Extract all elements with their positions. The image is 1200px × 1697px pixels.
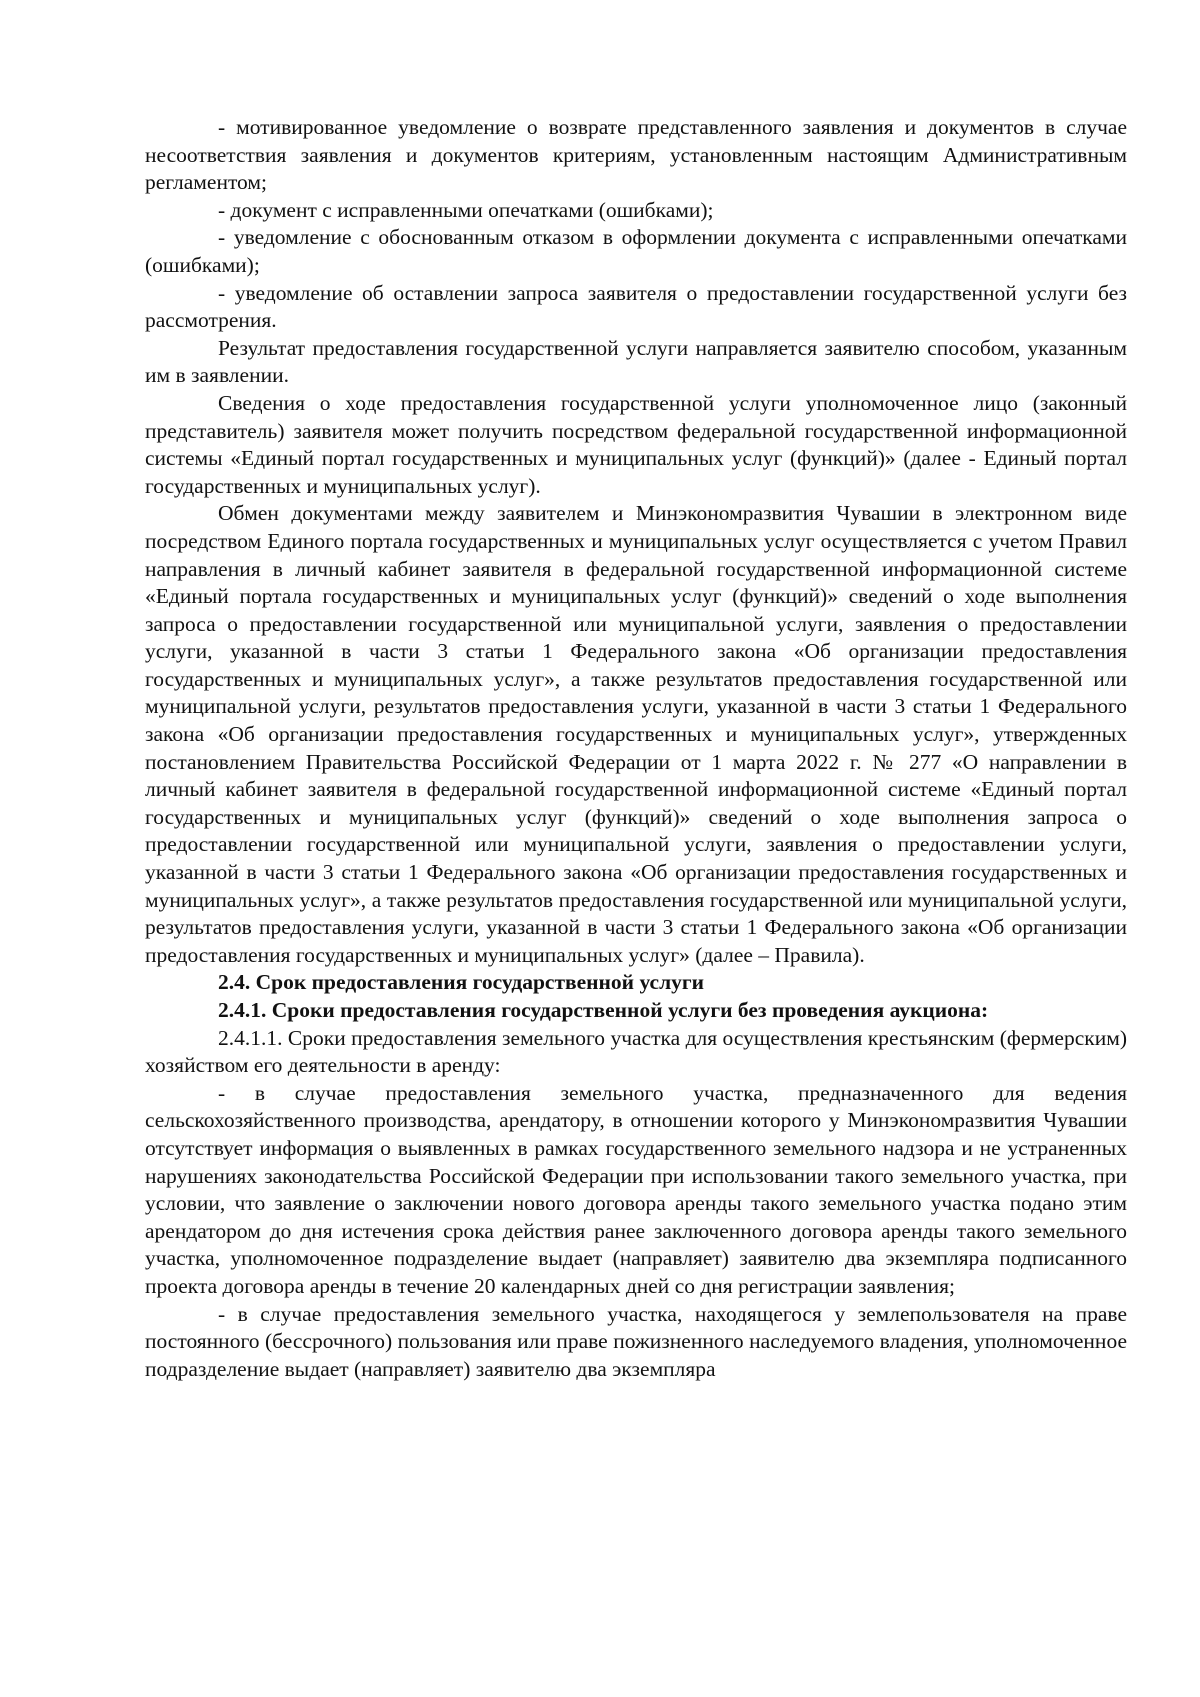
paragraph-result-corrected-document: - документ с исправленными опечатками (ошибками);: [218, 197, 714, 222]
paragraph-result-delivery: Результат предоставления государственной услуги направляется заявителю способом, указанным им в заявлении.: [145, 335, 1127, 388]
paragraph-progress-info: Сведения о ходе предоставления государственной услуги уполномоченное лицо (законный представитель) заявителя может получить посредством федеральной государственной информационной системы «Единый портал государственных и муниципальных услуг (функций)» (далее - Единый портал государственных и муниципальных услуг).: [145, 390, 1127, 498]
paragraph-document-exchange: Обмен документами между заявителем и Минэкономразвития Чувашии в электронном виде посредством Единого портала государственных и муниципальных услуг осуществляется с учетом Правил направления в личный кабинет заявителя в федеральной государственной информационной системе «Единый портала государственных и муниципальных услуг (функций)» сведений о ходе выполнения запроса о предоставлении государственной или муниципальной услуги, заявления о предоставлении услуги, указанной в части 3 статьи 1 Федерального закона «Об организации предоставления государственных и муниципальных услуг», а также результатов предоставления государственной или муниципальной услуги, результатов предоставления услуги, указанной в части 3 статьи 1 Федерального закона «Об организации предоставления государственных и муниципальных услуг», утвержденных постановлением Правительства Российской Федерации от 1 марта 2022 г. № 277 «О направлении в личный кабинет заявителя в федеральной государственной информационной системе «Единый портал государственных и муниципальных услуг (функций)» сведений о ходе выполнения запроса о предоставлении государственной или муниципальной услуги, заявления о предоставлении услуги, указанной в части 3 статьи 1 Федерального закона «Об организации предоставления государственных и муниципальных услуг», а также результатов предоставления государственной или муниципальной услуги, результатов предоставления услуги, указанной в части 3 статьи 1 Федерального закона «Об организации предоставления государственных и муниципальных услуг» (далее – Правила).: [145, 501, 1127, 967]
document-page: [145, 114, 1127, 1383]
paragraph-agricultural-lease: - в случае предоставления земельного участка, предназначенного для ведения сельскохозяйственного производства, арендатору, в отношении которого у Минэкономразвития Чувашии отсутствует информация о выявленных в рамках государственного земельного надзора и не устраненных нарушениях законодательства Российской Федерации при использовании такого земельного участка, при условии, что заявление о заключении нового договора аренды такого земельного участка подано этим арендатором до дня истечения срока действия ранее заключенного договора аренды такого земельного участка, уполномоченное подразделение выдает (направляет) заявителю два экземпляра подписанного проекта договора аренды в течение 20 календарных дней со дня регистрации заявления;: [145, 1080, 1127, 1298]
paragraph-result-no-consideration: - уведомление об оставлении запроса заявителя о предоставлении государственной услуги без рассмотрения.: [145, 280, 1127, 333]
paragraph-result-refusal-notice: - уведомление с обоснованным отказом в оформлении документа с исправленными опечатками (ошибками);: [145, 225, 1127, 277]
section-heading-2-4: 2.4. Срок предоставления государственной услуги: [218, 970, 705, 995]
paragraph-permanent-use: - в случае предоставления земельного участка, находящегося у землепользователя на праве постоянного (бессрочного) пользования или праве пожизненного наследуемого владения, уполномоченное подразделение выдает (направляет) заявителю два экземпляра: [145, 1301, 1127, 1381]
paragraph-result-notice-return: - мотивированное уведомление о возврате представленного заявления и документов в случае несоответствия заявления и документов критериям, установленным настоящим Административным регламентом;: [145, 115, 1127, 195]
paragraph-2-4-1-1: 2.4.1.1. Сроки предоставления земельного участка для осуществления крестьянским (фермерским) хозяйством его деятельности в аренду:: [145, 1025, 1127, 1078]
section-heading-2-4-1: 2.4.1. Сроки предоставления государственной услуги без проведения аукциона:: [218, 998, 989, 1022]
